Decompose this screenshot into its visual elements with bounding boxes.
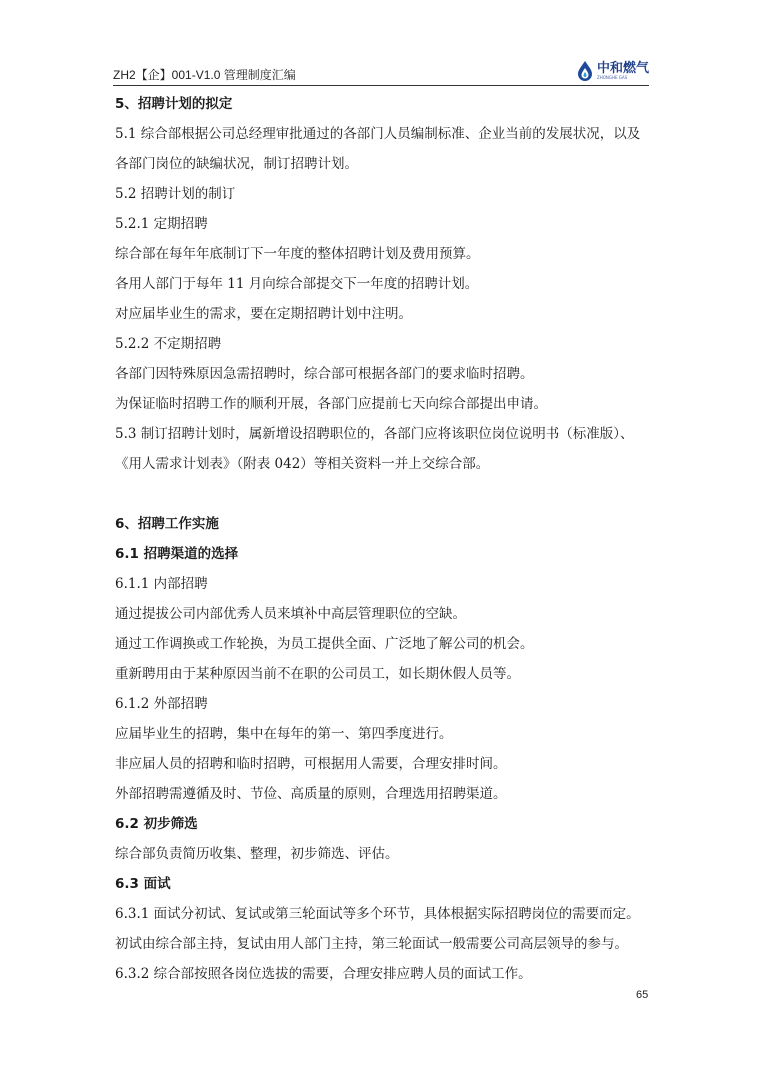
paragraph-line: 初试由综合部主持，复试由用人部门主持，第三轮面试一般需要公司高层领导的参与。 [115, 936, 628, 952]
paragraph-line: 6.3.2 综合部按照各岗位选拔的需要，合理安排应聘人员的面试工作。 [115, 966, 532, 982]
flame-drop-icon [575, 60, 595, 82]
subsection-heading: 6.1 招聘渠道的选择 [115, 546, 239, 562]
subsection-heading: 6.1.2 外部招聘 [115, 696, 208, 712]
subsection-heading: 5.2.2 不定期招聘 [115, 336, 222, 352]
paragraph-line: 各用人部门于每年 11 月向综合部提交下一年度的招聘计划。 [115, 276, 479, 292]
document-code: ZH2【企】001-V1.0 管理制度汇编 [113, 68, 296, 82]
paragraph-line: 《用人需求计划表》（附表 042）等相关资料一并上交综合部。 [115, 456, 490, 472]
paragraph-line: 6.3.1 面试分初试、复试或第三轮面试等多个环节，具体根据实际招聘岗位的需要而定。 [115, 906, 640, 922]
paragraph-line: 各部门岗位的缺编状况，制订招聘计划。 [115, 156, 358, 172]
subsection-heading: 6.1.1 内部招聘 [115, 576, 208, 592]
section-heading: 6、招聘工作实施 [115, 516, 219, 532]
header-rule [113, 85, 649, 86]
paragraph-line: 综合部负责简历收集、整理，初步筛选、评估。 [115, 846, 399, 862]
section-heading: 5、招聘计划的拟定 [115, 96, 233, 112]
paragraph-line: 非应届人员的招聘和临时招聘，可根据用人需要，合理安排时间。 [115, 756, 507, 772]
paragraph-line: 各部门因特殊原因急需招聘时，综合部可根据各部门的要求临时招聘。 [115, 366, 534, 382]
subsection-heading: 6.2 初步筛选 [115, 816, 198, 832]
paragraph-line: 对应届毕业生的需求，要在定期招聘计划中注明。 [115, 306, 412, 322]
paragraph-line: 通过提拔公司内部优秀人员来填补中高层管理职位的空缺。 [115, 606, 466, 622]
logo-name: 中和燃气 [596, 61, 649, 76]
page-number: 65 [636, 989, 649, 1001]
paragraph-line: 重新聘用由于某种原因当前不在职的公司员工，如长期休假人员等。 [115, 666, 520, 682]
subsection-heading: 5.2 招聘计划的制订 [115, 186, 236, 202]
subsection-heading: 6.3 面试 [115, 876, 171, 892]
paragraph-line: 外部招聘需遵循及时、节俭、高质量的原则，合理选用招聘渠道。 [115, 786, 507, 802]
subsection-heading: 5.2.1 定期招聘 [115, 216, 208, 232]
paragraph-line: 为保证临时招聘工作的顺利开展，各部门应提前七天向综合部提出申请。 [115, 396, 547, 412]
logo-subtitle: ZHONGHE GAS [596, 75, 628, 80]
page-header [113, 58, 649, 86]
paragraph-line: 应届毕业生的招聘，集中在每年的第一、第四季度进行。 [115, 726, 453, 742]
paragraph-line: 通过工作调换或工作轮换，为员工提供全面、广泛地了解公司的机会。 [115, 636, 534, 652]
company-logo [575, 59, 649, 83]
paragraph-line: 5.1 综合部根据公司总经理审批通过的各部门人员编制标准、企业当前的发展状况，以及 [115, 126, 641, 142]
paragraph-line: 5.3 制订招聘计划时，属新增设招聘职位的，各部门应将该职位岗位说明书（标准版）、 [115, 426, 634, 442]
paragraph-line: 综合部在每年年底制订下一年度的整体招聘计划及费用预算。 [115, 246, 480, 262]
